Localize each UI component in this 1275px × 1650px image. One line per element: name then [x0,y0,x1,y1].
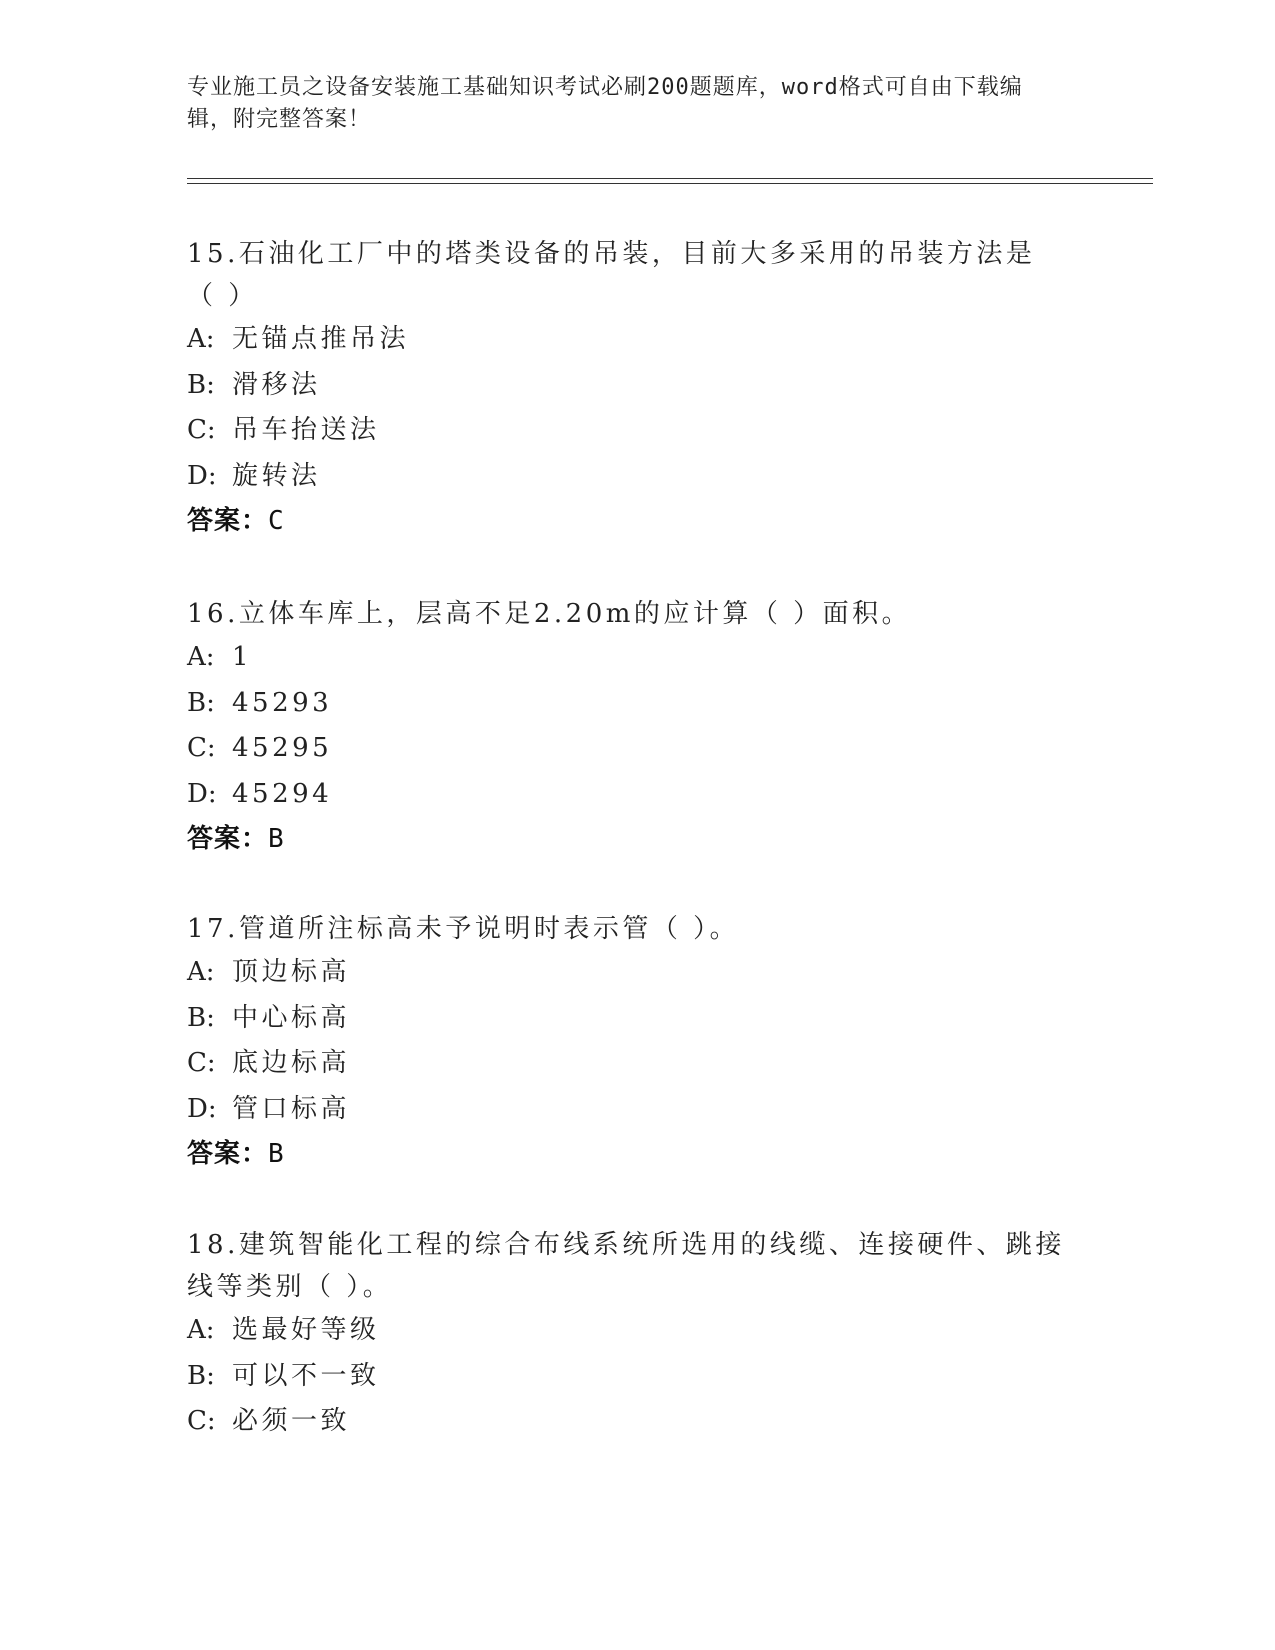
option-text: 吊车抬送法 [232,415,380,445]
answer-line [187,499,1087,544]
question-18 [187,1224,1087,1445]
option-letter: C: [187,1406,216,1436]
option-letter: D: [187,778,217,809]
question-stem: 16.立体车库上，层高不足2.20m的应计算（ ）面积。 [187,599,912,629]
option-b [187,996,1087,1042]
option-a [187,635,1087,681]
answer-label: 答案： [187,824,269,854]
option-letter: A: [187,324,215,354]
answer-line [187,817,1087,862]
option-text: 1 [232,642,253,672]
option-a [187,1308,1087,1354]
option-letter: A: [187,957,215,987]
option-letter: D: [187,460,217,491]
option-text: 45293 [232,687,333,718]
option-letter: A: [187,642,215,672]
document-header-title: 专业施工员之设备安装施工基础知识考试必刷200题题库，word格式可自由下载编辑，附完整答案！ [187,75,1023,132]
question-15 [187,233,1087,544]
option-d [187,772,1087,818]
option-b [187,363,1087,409]
option-text: 滑移法 [232,369,321,400]
option-text: 可以不一致 [232,1360,380,1391]
option-c [187,1041,1087,1087]
option-text: 无锚点推吊法 [232,324,410,354]
option-letter: C: [187,415,216,445]
option-text: 必须一致 [232,1406,351,1436]
option-letter: B: [187,369,215,400]
option-b [187,681,1087,727]
option-letter: B: [187,1360,215,1391]
option-text: 顶边标高 [232,957,351,987]
question-stem: 18.建筑智能化工程的综合布线系统所选用的线缆、连接硬件、跳接线等类别（ ）。 [187,1230,1065,1302]
option-d [187,454,1087,500]
question-stem: 15.石油化工厂中的塔类设备的吊装，目前大多采用的吊装方法是（ ） [187,239,1036,311]
header-divider-bottom [187,183,1153,184]
option-text: 45294 [232,778,333,809]
option-a [187,950,1087,996]
question-stem: 17.管道所注标高未予说明时表示管（ ）。 [187,914,740,944]
option-text: 旋转法 [232,460,321,491]
answer-line [187,1132,1087,1177]
answer-label: 答案： [187,506,269,536]
option-d [187,1087,1087,1133]
answer-value: B [268,1139,285,1169]
option-a [187,317,1087,363]
option-text: 选最好等级 [232,1315,380,1345]
option-text: 45295 [232,733,333,763]
option-letter: C: [187,733,216,763]
option-c [187,726,1087,772]
option-letter: A: [187,1315,215,1345]
option-b [187,1354,1087,1400]
option-text: 管口标高 [232,1093,351,1124]
option-letter: B: [187,687,215,718]
answer-value: B [268,824,285,854]
option-letter: D: [187,1093,217,1124]
answer-value: C [268,506,285,536]
question-17 [187,908,1087,1177]
option-letter: B: [187,1002,215,1033]
option-c [187,408,1087,454]
question-16 [187,593,1087,862]
option-c [187,1399,1087,1445]
option-letter: C: [187,1048,216,1078]
option-text: 中心标高 [232,1002,351,1033]
answer-label: 答案： [187,1139,269,1169]
header-divider-top [187,178,1153,179]
option-text: 底边标高 [232,1048,351,1078]
